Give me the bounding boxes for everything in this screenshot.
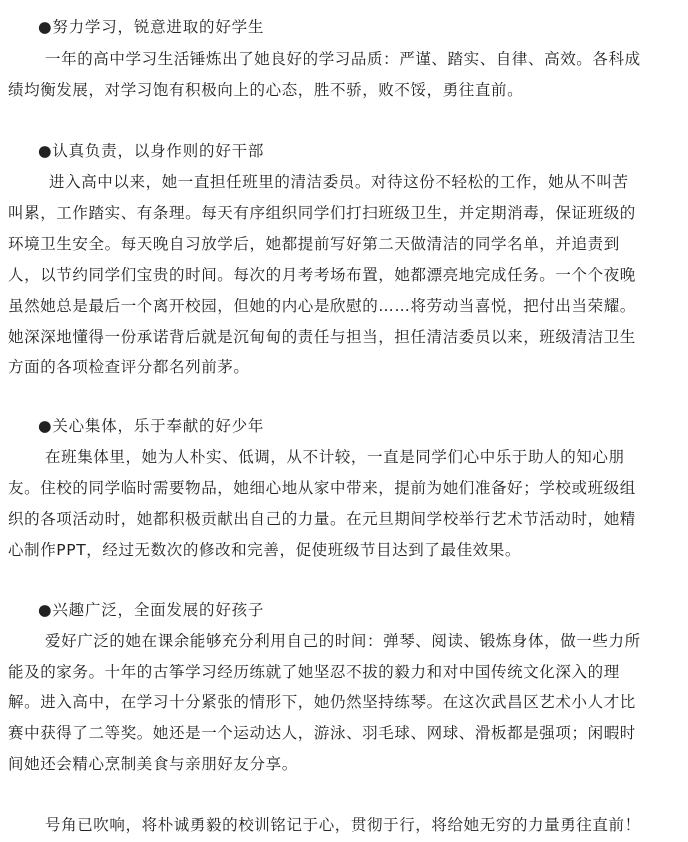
paragraph-line: 进入高中以来，她一直担任班里的清洁委员。对待这份不轻松的工作，她从不叫苦 — [49, 173, 629, 191]
paragraph-line: 叫累，工作踏实、有条理。每天有序组织同学们打扫班级卫生，并定期消毒，保证班级的 — [8, 204, 636, 222]
section-heading-collective: ●关心集体，乐于奉献的好少年 — [38, 417, 265, 435]
section-heading-cadre: ●认真负责，以身作则的好干部 — [38, 142, 265, 160]
paragraph-line: 人，以节约同学们宝贵的时间。每次的月考考场布置，她都漂亮地完成任务。一个个夜晚 — [8, 266, 636, 284]
section-heading-study: ●努力学习，锐意进取的好学生 — [38, 18, 265, 36]
paragraph-line: 赛中获得了二等奖。她还是一个运动达人，游泳、羽毛球、网球、滑板都是强项；闲暇时 — [8, 724, 636, 742]
paragraph-line: 心制作PPT，经过无数次的修改和完善，促使班级节目达到了最佳效果。 — [8, 541, 521, 559]
paragraph-line: 织的各项活动时，她都积极贡献出自己的力量。在元旦期间学校举行艺术节活动时，她精 — [8, 510, 636, 528]
paragraph-line: 她深深地懂得一份承诺背后就是沉甸甸的责任与担当，担任清洁委员以来，班级清洁卫生 — [8, 328, 636, 346]
paragraph-line: 解。进入高中，在学习十分紧张的情形下，她仍然坚持练琴。在这次武昌区艺术小人才比 — [8, 693, 636, 711]
closing-sentence: 号角已吹响，将朴诚勇毅的校训铭记于心，贯彻于行，将给她无穷的力量勇往直前！ — [45, 816, 641, 834]
paragraph-line: 爱好广泛的她在课余能够充分利用自己的时间：弹琴、阅读、锻炼身体，做一些力所 — [45, 632, 641, 650]
paragraph-line: 友。住校的同学临时需要物品，她细心地从家中带来，提前为她们准备好；学校或班级组 — [8, 479, 636, 497]
paragraph-line: 方面的各项检查评分都名列前茅。 — [8, 358, 250, 376]
paragraph-line: 环境卫生安全。每天晚自习放学后，她都提前写好第二天做清洁的同学名单，并追责到 — [8, 235, 620, 253]
section-heading-interests: ●兴趣广泛，全面发展的好孩子 — [38, 601, 265, 619]
paragraph-line: 虽然她总是最后一个离开校园，但她的内心是欣慰的……将劳动当喜悦，把付出当荣耀。 — [8, 297, 636, 315]
paragraph-line: 能及的家务。十年的古筝学习经历练就了她坚忍不拔的毅力和对中国传统文化深入的理 — [8, 663, 620, 681]
paragraph-line: 绩均衡发展，对学习饱有积极向上的心态，胜不骄，败不馁，勇往直前。 — [8, 81, 524, 99]
paragraph-line: 一年的高中学习生活锤炼出了她良好的学习品质：严谨、踏实、自律、高效。各科成 — [45, 50, 641, 68]
paragraph-line: 间她还会精心烹制美食与亲朋好友分享。 — [8, 755, 298, 773]
paragraph-line: 在班集体里，她为人朴实、低调，从不计较，一直是同学们心中乐于助人的知心朋 — [45, 448, 625, 466]
